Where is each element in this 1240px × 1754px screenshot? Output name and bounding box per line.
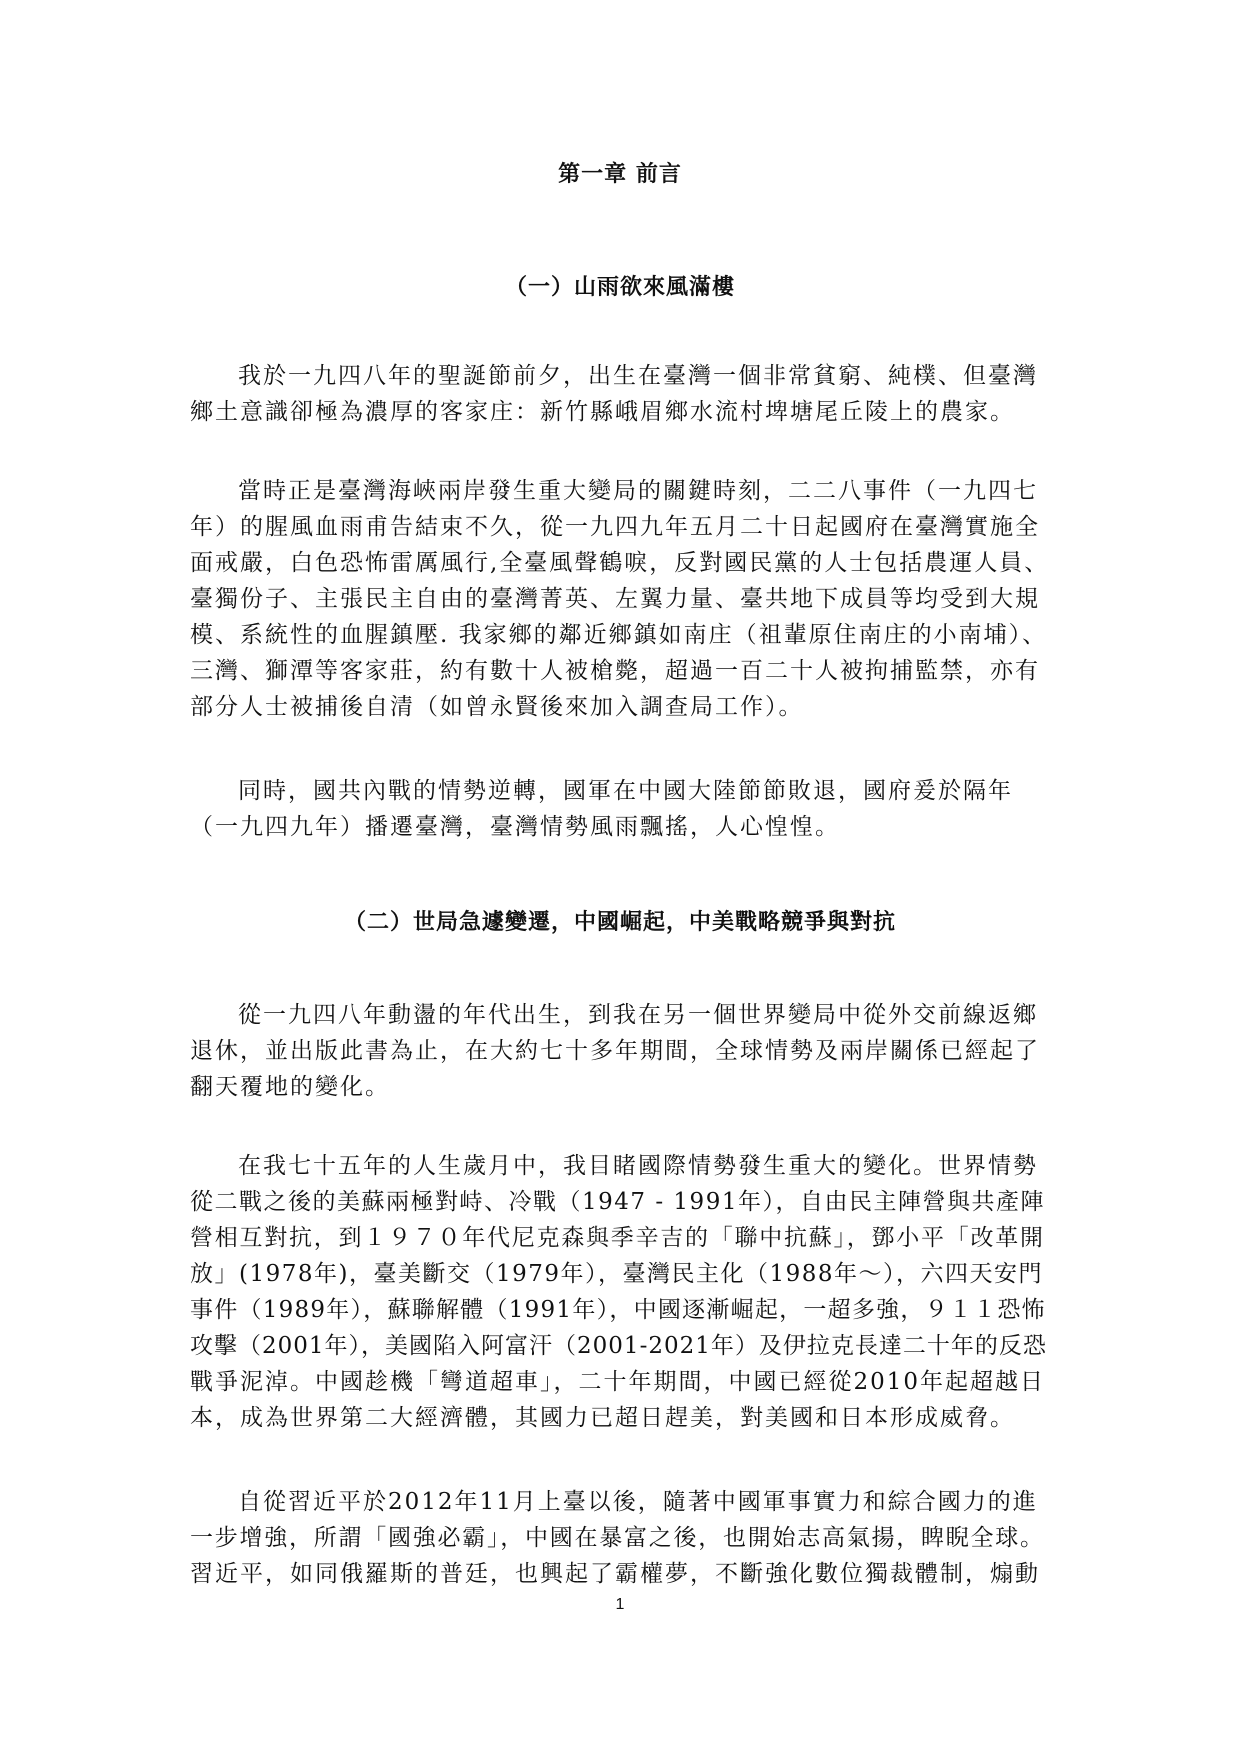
- paragraph-line: 當時正是臺灣海峽兩岸發生重大變局的關鍵時刻，二二八事件（一九四七: [238, 478, 1038, 504]
- paragraph-line: 自從習近平於2012年11月上臺以後，隨著中國軍事實力和綜合國力的進: [238, 1489, 1038, 1515]
- paragraph: [190, 358, 1050, 430]
- paragraph: [190, 473, 1050, 725]
- paragraph-line: （一九四九年）播遷臺灣，臺灣情勢風雨飄搖，人心惶惶。: [190, 814, 840, 840]
- paragraph-line: 戰爭泥淖。中國趁機「彎道超車」，二十年期間，中國已經從2010年起超越日: [190, 1369, 1046, 1395]
- paragraph-line: 臺獨份子、主張民主自由的臺灣菁英、左翼力量、臺共地下成員等均受到大規: [190, 586, 1040, 612]
- paragraph-line: 習近平，如同俄羅斯的普廷，也興起了霸權夢，不斷強化數位獨裁體制，煽動: [190, 1561, 1040, 1587]
- paragraph: [190, 1148, 1050, 1436]
- paragraph-line: 從二戰之後的美蘇兩極對峙、冷戰（1947 - 1991年），自由民主陣營與共產陣: [190, 1189, 1045, 1215]
- section-heading-1: （一）山雨欲來風滿樓: [504, 274, 735, 300]
- paragraph-line: 從一九四八年動盪的年代出生，到我在另一個世界變局中從外交前線返鄉: [238, 1002, 1038, 1028]
- chapter-title: 第一章 前言: [558, 161, 682, 187]
- paragraph-line: 面戒嚴，白色恐怖雷厲風行,全臺風聲鶴唳，反對國民黨的人士包括農運人員、: [190, 550, 1050, 576]
- paragraph-line: 我於一九四八年的聖誕節前夕，出生在臺灣一個非常貧窮、純樸、但臺灣: [238, 363, 1038, 389]
- paragraph-line: 放」(1978年)，臺美斷交（1979年），臺灣民主化（1988年～），六四天安門: [190, 1261, 1044, 1287]
- paragraph-line: 攻擊（2001年），美國陷入阿富汗（2001-2021年）及伊拉克長達二十年的反恐: [190, 1333, 1047, 1359]
- paragraph: [190, 773, 1050, 845]
- paragraph-line: 一步增強，所謂「國強必霸」，中國在暴富之後，也開始志高氣揚，睥睨全球。: [190, 1525, 1045, 1551]
- paragraph: [190, 997, 1050, 1105]
- paragraph-line: 同時，國共內戰的情勢逆轉，國軍在中國大陸節節敗退，國府爰於隔年: [238, 778, 1013, 804]
- paragraph-line: 本，成為世界第二大經濟體，其國力已超日趕美，對美國和日本形成威脅。: [190, 1405, 1015, 1431]
- paragraph-line: 模、系統性的血腥鎮壓. 我家鄉的鄰近鄉鎮如南庄（祖輩原住南庄的小南埔）、: [190, 622, 1048, 648]
- paragraph-line: 事件（1989年），蘇聯解體（1991年），中國逐漸崛起，一超多強，９１１恐怖: [190, 1297, 1046, 1323]
- section-heading-2: （二）世局急遽變遷，中國崛起，中美戰略競爭與對抗: [343, 909, 896, 935]
- paragraph-line: 在我七十五年的人生歲月中，我目睹國際情勢發生重大的變化。世界情勢: [238, 1153, 1038, 1179]
- paragraph-line: 年）的腥風血雨甫告結束不久，從一九四九年五月二十日起國府在臺灣實施全: [190, 514, 1040, 540]
- paragraph-line: 鄉土意識卻極為濃厚的客家庄：新竹縣峨眉鄉水流村埤塘尾丘陵上的農家。: [190, 399, 1015, 425]
- paragraph-line: 營相互對抗，到１９７０年代尼克森與季辛吉的「聯中抗蘇」，鄧小平「改革開: [190, 1225, 1045, 1251]
- paragraph-line: 三灣、獅潭等客家莊，約有數十人被槍斃，超過一百二十人被拘捕監禁，亦有: [190, 658, 1040, 684]
- paragraph: [190, 1484, 1050, 1592]
- paragraph-line: 部分人士被捕後自清（如曾永賢後來加入調查局工作）。: [190, 694, 804, 720]
- paragraph-line: 退休，並出版此書為止，在大約七十多年期間，全球情勢及兩岸關係已經起了: [190, 1038, 1040, 1064]
- page-number: 1: [615, 1596, 625, 1613]
- paragraph-line: 翻天覆地的變化。: [190, 1074, 390, 1100]
